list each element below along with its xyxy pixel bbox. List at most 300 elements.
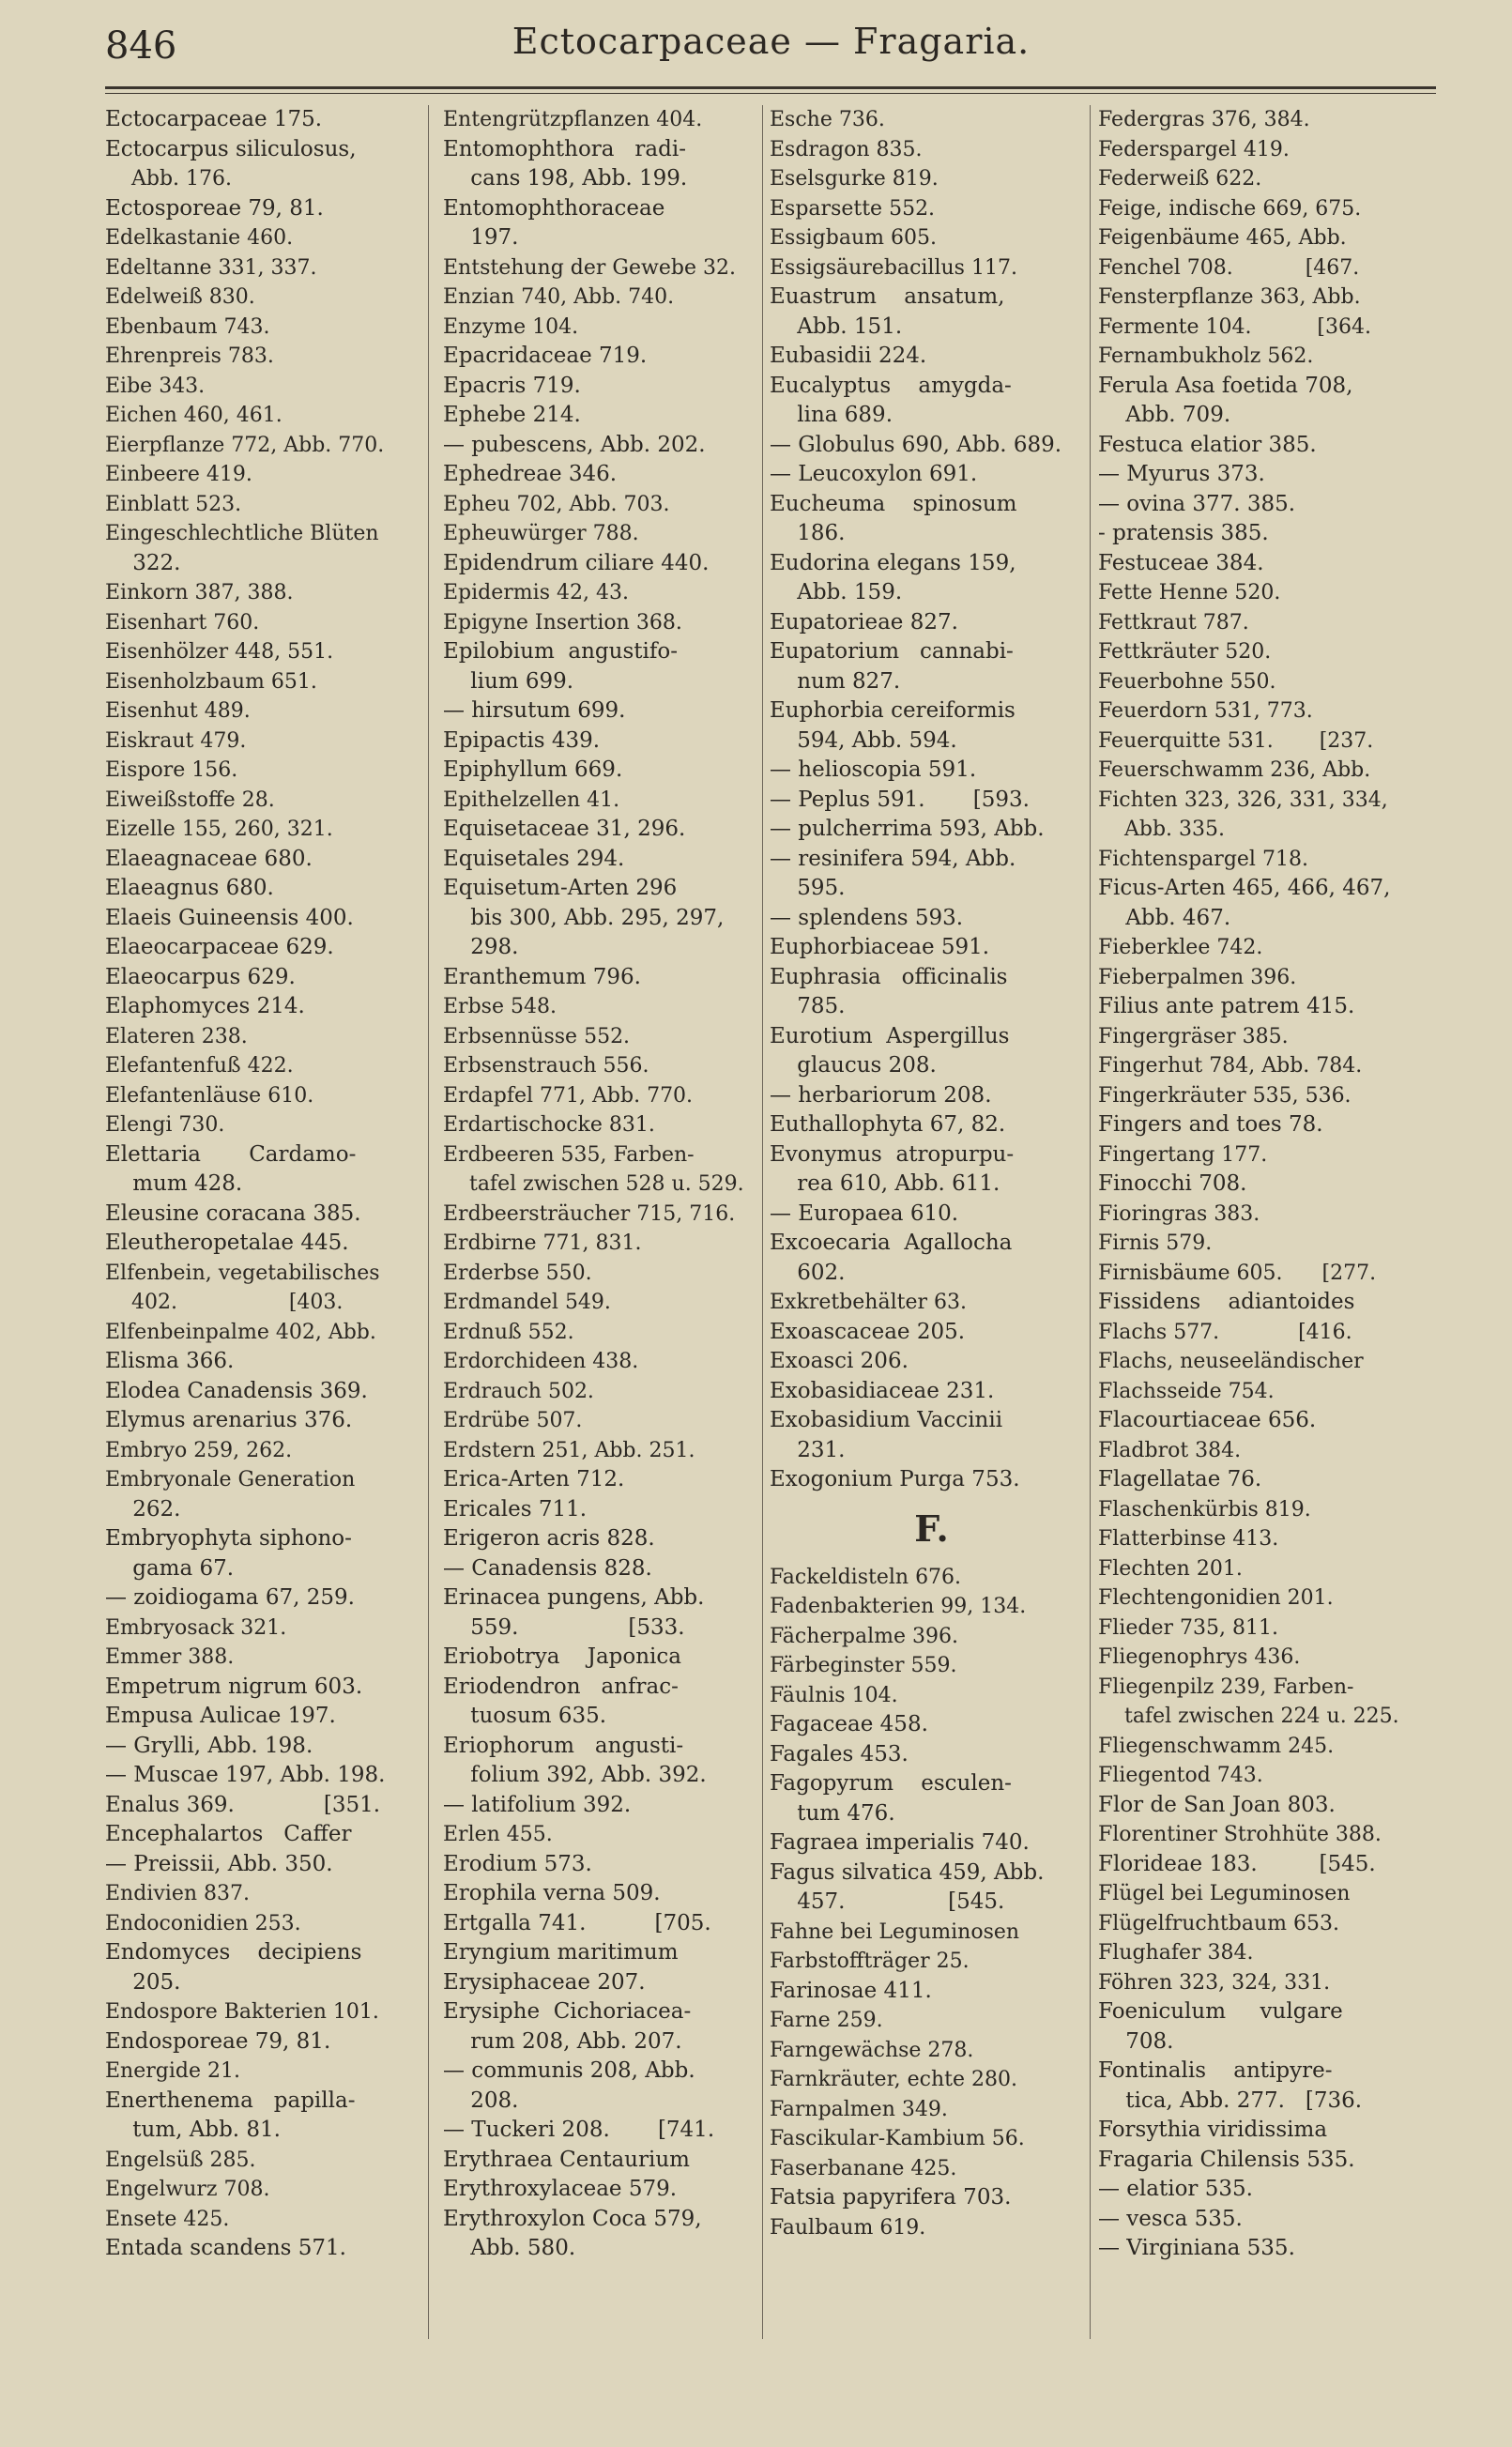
index-entry: Engelsüß 285. xyxy=(105,2148,256,2172)
index-entry: Erdbirne 771, 831. xyxy=(443,1231,642,1255)
index-entry: Exobasidium Vaccinii xyxy=(770,1408,1003,1432)
index-column-3 xyxy=(770,105,1093,2339)
index-entry: Abb. 709. xyxy=(1098,403,1231,427)
index-entry: gama 67. xyxy=(105,1555,235,1581)
index-entry: Embryosack 321. xyxy=(105,1615,287,1640)
page-number: 846 xyxy=(105,24,177,68)
index-entry: Esche 736. xyxy=(770,108,885,131)
index-entry: cans 198, Abb. 199. xyxy=(443,166,688,191)
index-entry: mum 428. xyxy=(105,1171,243,1196)
index-entry: Erysiphe Cichoriacea- xyxy=(443,1999,692,2024)
index-column-2 xyxy=(443,105,765,2339)
index-entry: tum, Abb. 81. xyxy=(105,2118,281,2142)
index-entry: Epidendrum ciliare 440. xyxy=(443,550,710,575)
index-entry: Erdrübe 507. xyxy=(443,1409,583,1432)
index-entry: 785. xyxy=(770,994,846,1018)
index-entry: Eudorina elegans 159, xyxy=(770,550,1016,575)
index-entry: Fingergräser 385. xyxy=(1098,1024,1289,1048)
index-entry: Firnis 579. xyxy=(1098,1231,1213,1255)
index-entry: Ensete 425. xyxy=(105,2207,230,2231)
index-entry: Erinacea pungens, Abb. xyxy=(443,1585,705,1610)
index-entry: Abb. 176. xyxy=(105,167,232,191)
index-entry: Fettkräuter 520. xyxy=(1098,640,1272,664)
index-entry: Abb. 467. xyxy=(1098,905,1231,930)
index-entry: Entengrützpflanzen 404. xyxy=(443,108,703,131)
index-entry: — Europaea 610. xyxy=(770,1201,959,1226)
index-entry: Ephedreae 346. xyxy=(443,462,618,486)
running-title: Ectocarpaceae — Fragaria. xyxy=(512,21,1031,62)
index-entry: Feuerdorn 531, 773. xyxy=(1098,699,1313,723)
index-entry: rum 208, Abb. 207. xyxy=(443,2028,682,2054)
index-entry: Endivien 837. xyxy=(105,1882,250,1905)
index-entry: Flacourtiaceae 656. xyxy=(1098,1408,1317,1432)
section-letter: F. xyxy=(914,1506,949,1550)
index-entry: Erdbeeren 535, Farben- xyxy=(443,1142,695,1167)
index-entry: Flagellatae 76. xyxy=(1098,1467,1262,1491)
index-entry: Fernambukholz 562. xyxy=(1098,344,1314,368)
index-entry: Euastrum ansatum, xyxy=(770,284,1005,309)
index-entry: Elettaria Cardamo- xyxy=(105,1141,357,1167)
index-entry: Epilobium angustifo- xyxy=(443,639,678,664)
index-entry: Eizelle 155, 260, 321. xyxy=(105,818,333,841)
index-entry: Florentiner Strohhüte 388. xyxy=(1098,1823,1382,1846)
index-entry: Fragaria Chilensis 535. xyxy=(1098,2147,1355,2172)
index-entry: Fensterpflanze 363, Abb. xyxy=(1098,285,1361,309)
index-entry: Flügelfruchtbaum 653. xyxy=(1098,1911,1339,1935)
index-entry: Erdorchideen 438. xyxy=(443,1350,639,1373)
index-entry: Fächerpalme 396. xyxy=(770,1624,959,1648)
index-entry: Erbsennüsse 552. xyxy=(443,1024,631,1048)
index-entry: Elfenbeinpalme 402, Abb. xyxy=(105,1320,376,1344)
index-entry: — resinifera 594, Abb. xyxy=(770,846,1016,871)
index-entry: Finocchi 708. xyxy=(1098,1171,1247,1196)
index-entry: 708. xyxy=(1098,2028,1174,2054)
index-entry: Erophila verna 509. xyxy=(443,1881,661,1905)
index-entry: Equisetales 294. xyxy=(443,846,625,871)
index-entry: Fingertang 177. xyxy=(1098,1142,1268,1167)
index-entry: Enzian 740, Abb. 740. xyxy=(443,285,675,309)
index-entry: Exogonium Purga 753. xyxy=(770,1467,1020,1491)
index-entry: Enalus 369. [351. xyxy=(105,1792,381,1817)
index-entry: Elaeocarpaceae 629. xyxy=(105,935,334,959)
index-entry: — Peplus 591. [593. xyxy=(770,787,1030,812)
index-entry: Erysiphaceae 207. xyxy=(443,1969,646,1995)
index-entry: Elefantenfuß 422. xyxy=(105,1054,294,1078)
index-entry: Elaeagnaceae 680. xyxy=(105,846,313,871)
index-entry: Esparsette 552. xyxy=(770,196,936,221)
index-entry: — ovina 377. 385. xyxy=(1098,491,1296,516)
index-entry: Epheuwürger 788. xyxy=(443,522,639,545)
index-entry: bis 300, Abb. 295, 297, xyxy=(443,905,725,930)
index-entry: Elengi 730. xyxy=(105,1113,225,1137)
index-entry: — Myurus 373. xyxy=(1098,462,1265,486)
index-entry: Erdbeersträucher 715, 716. xyxy=(443,1201,736,1226)
index-entry: Endospore Bakterien 101. xyxy=(105,2000,379,2024)
index-entry: 208. xyxy=(443,2088,519,2113)
index-entry: Fichten 323, 326, 331, 334, xyxy=(1098,788,1388,812)
index-entry: — helioscopia 591. xyxy=(770,757,977,782)
index-entry: Fettkraut 787. xyxy=(1098,610,1249,635)
index-entry: Fatsia papyrifera 703. xyxy=(770,2185,1012,2210)
index-entry: Fingerhut 784, Abb. 784. xyxy=(1098,1054,1363,1078)
index-entry: Entomophthora radi- xyxy=(443,136,686,161)
index-entry: Fingers and toes 78. xyxy=(1098,1112,1323,1137)
index-entry: Erderbse 550. xyxy=(443,1261,592,1285)
index-entry: Fagaceae 458. xyxy=(770,1712,928,1736)
index-entry: 602. xyxy=(770,1260,846,1285)
index-entry: 186. xyxy=(770,521,846,545)
index-entry: Fackeldisteln 676. xyxy=(770,1565,962,1589)
index-entry: Elateren 238. xyxy=(105,1024,248,1048)
index-entry: Eurotium Aspergillus xyxy=(770,1023,1010,1048)
index-columns xyxy=(105,105,1436,2339)
index-entry: Epacridaceae 719. xyxy=(443,344,648,368)
index-entry: Entstehung der Gewebe 32. xyxy=(443,255,736,280)
index-entry: Eselsgurke 819. xyxy=(770,167,939,191)
index-entry: — pubescens, Abb. 202. xyxy=(443,432,706,457)
index-entry: Edelweiß 830. xyxy=(105,285,255,309)
index-entry: Eierpflanze 772, Abb. 770. xyxy=(105,433,385,457)
index-entry: Fliegentod 743. xyxy=(1098,1764,1263,1787)
index-entry: Feuerbohne 550. xyxy=(1098,669,1276,694)
index-entry: Ectocarpus siliculosus, xyxy=(105,136,357,161)
index-entry: — hirsutum 699. xyxy=(443,698,626,723)
index-entry: Eichen 460, 461. xyxy=(105,404,283,427)
index-entry: Federspargel 419. xyxy=(1098,137,1290,161)
index-entry: num 827. xyxy=(770,668,901,694)
index-entry: Essigbaum 605. xyxy=(770,226,937,250)
index-entry: Enerthenema papilla- xyxy=(105,2088,356,2113)
index-entry: Energide 21. xyxy=(105,2059,240,2083)
index-entry: Elaeagnus 680. xyxy=(105,876,274,900)
index-entry: Fichtenspargel 718. xyxy=(1098,847,1308,871)
index-entry: Epipactis 439. xyxy=(443,727,601,753)
index-entry: Forsythia viridissima xyxy=(1098,2118,1328,2142)
index-entry: Exoascaceae 205. xyxy=(770,1319,966,1344)
index-entry: Eranthemum 796. xyxy=(443,964,641,989)
index-entry: Epigyne Insertion 368. xyxy=(443,610,682,635)
index-entry: Eingeschlechtliche Blüten xyxy=(105,522,379,545)
index-entry: Ehrenpreis 783. xyxy=(105,344,274,368)
index-entry: Flechten 201. xyxy=(1098,1556,1243,1581)
index-entry: Föhren 323, 324, 331. xyxy=(1098,1970,1331,1995)
index-entry: Farinosae 411. xyxy=(770,1978,932,2003)
index-entry: Flieder 735, 811. xyxy=(1098,1615,1278,1640)
index-entry: Fagraea imperialis 740. xyxy=(770,1830,1030,1855)
column-divider xyxy=(1090,105,1091,2339)
index-entry: Empusa Aulicae 197. xyxy=(105,1704,336,1728)
index-entry: Endoconidien 253. xyxy=(105,1911,301,1935)
index-entry: — elatior 535. xyxy=(1098,2177,1253,2201)
index-entry: - pratensis 385. xyxy=(1098,521,1269,545)
index-entry: Fioringras 383. xyxy=(1098,1201,1260,1226)
index-entry: Flachsseide 754. xyxy=(1098,1379,1275,1403)
index-entry: Abb. 335. xyxy=(1098,818,1225,841)
index-entry: Eucalyptus amygda- xyxy=(770,373,1012,398)
index-entry: Ficus-Arten 465, 466, 467, xyxy=(1098,876,1391,900)
index-entry: Elisma 366. xyxy=(105,1349,235,1373)
index-entry: Eiweißstoffe 28. xyxy=(105,788,275,812)
index-entry: — Tuckeri 208. [741. xyxy=(443,2118,715,2142)
index-entry: Fagopyrum esculen- xyxy=(770,1771,1012,1796)
index-entry: Eriophorum angusti- xyxy=(443,1733,684,1758)
index-entry: Florideae 183. [545. xyxy=(1098,1851,1376,1876)
index-entry: 197. xyxy=(443,225,519,250)
index-entry: Fieberklee 742. xyxy=(1098,936,1263,959)
index-entry: Epithelzellen 41. xyxy=(443,788,620,812)
index-entry: Federweiß 622. xyxy=(1098,167,1262,191)
index-entry: Erdnuß 552. xyxy=(443,1320,574,1344)
index-entry: Eupatorium cannabi- xyxy=(770,639,1014,664)
index-entry: Fieberpalmen 396. xyxy=(1098,965,1297,989)
index-entry: Eupatorieae 827. xyxy=(770,609,958,635)
index-entry: Fontinalis antipyre- xyxy=(1098,2058,1333,2083)
index-entry: Edelkastanie 460. xyxy=(105,226,294,250)
index-entry: Flughafer 384. xyxy=(1098,1941,1254,1965)
index-entry: Endosporeae 79, 81. xyxy=(105,2028,331,2054)
index-entry: Federgras 376, 384. xyxy=(1098,108,1310,131)
index-entry: Embryophyta siphono- xyxy=(105,1526,352,1551)
index-entry: 205. xyxy=(105,1969,181,1995)
index-entry: Eleutheropetalae 445. xyxy=(105,1231,349,1255)
index-entry: Flaschenkürbis 819. xyxy=(1098,1497,1311,1522)
index-entry: — pulcherrima 593, Abb. xyxy=(770,817,1045,841)
index-entry: Erdstern 251, Abb. 251. xyxy=(443,1438,695,1462)
index-entry: Festuca elatior 385. xyxy=(1098,432,1317,457)
index-entry: Fagales 453. xyxy=(770,1741,909,1766)
header-rule-thin xyxy=(105,93,1436,94)
index-entry: tum 476. xyxy=(770,1800,895,1826)
index-entry: 322. xyxy=(105,550,181,575)
index-entry: Eisenholzbaum 651. xyxy=(105,669,317,694)
index-entry: Edeltanne 331, 337. xyxy=(105,255,317,280)
index-entry: — Globulus 690, Abb. 689. xyxy=(770,432,1062,457)
index-entry: Engelwurz 708. xyxy=(105,2178,270,2201)
index-entry: Fliegenpilz 239, Farben- xyxy=(1098,1675,1354,1699)
index-entry: Embryonale Generation xyxy=(105,1468,356,1491)
index-entry: Eispore 156. xyxy=(105,758,238,782)
index-entry: Flatterbinse 413. xyxy=(1098,1527,1279,1551)
index-entry: Färbeginster 559. xyxy=(770,1654,957,1677)
index-entry: Elfenbein, vegetabilisches xyxy=(105,1261,380,1285)
index-entry: Enzyme 104. xyxy=(443,314,579,339)
index-entry: Encephalartos Caffer xyxy=(105,1822,352,1846)
index-entry: Foeniculum vulgare xyxy=(1098,1999,1343,2024)
index-entry: Erythroxylon Coca 579, xyxy=(443,2206,702,2231)
index-entry: Abb. 151. xyxy=(770,314,903,339)
index-entry: Ectocarpaceae 175. xyxy=(105,107,323,131)
index-entry: tuosum 635. xyxy=(443,1704,607,1728)
header-rule-thick xyxy=(105,86,1436,89)
index-entry: Empetrum nigrum 603. xyxy=(105,1674,363,1699)
index-entry: Farne 259. xyxy=(770,2009,883,2032)
index-entry: Erlen 455. xyxy=(443,1823,553,1846)
index-entry: Equisetum-Arten 296 xyxy=(443,876,678,900)
index-entry: Erbse 548. xyxy=(443,995,557,1018)
index-entry: Ebenbaum 743. xyxy=(105,314,270,339)
index-entry: Ferula Asa foetida 708, xyxy=(1098,373,1353,398)
index-entry: Fladbrot 384. xyxy=(1098,1438,1242,1462)
index-entry: — herbariorum 208. xyxy=(770,1082,992,1108)
index-entry: Euphorbiaceae 591. xyxy=(770,935,990,959)
index-entry: Epheu 702, Abb. 703. xyxy=(443,492,670,516)
index-entry: lium 699. xyxy=(443,668,574,694)
index-column-1 xyxy=(105,105,420,2339)
index-entry: — Grylli, Abb. 198. xyxy=(105,1733,313,1758)
index-entry: Embryo 259, 262. xyxy=(105,1438,293,1462)
index-entry: Erythraea Centaurium xyxy=(443,2147,690,2172)
index-entry: Essigsäurebacillus 117. xyxy=(770,255,1017,280)
index-entry: Flachs 577. [416. xyxy=(1098,1320,1352,1344)
index-entry: Feigenbäume 465, Abb. xyxy=(1098,226,1347,250)
index-entry: Epacris 719. xyxy=(443,373,581,398)
index-entry: 262. xyxy=(105,1496,181,1522)
column-divider xyxy=(428,105,429,2339)
column-divider xyxy=(762,105,763,2339)
index-entry: — Muscae 197, Abb. 198. xyxy=(105,1763,386,1787)
index-entry: Erbsenstrauch 556. xyxy=(443,1054,649,1078)
index-entry: Erica-Arten 712. xyxy=(443,1467,625,1491)
index-entry: Fenchel 708. [467. xyxy=(1098,255,1360,280)
index-entry: — Preissii, Abb. 350. xyxy=(105,1851,333,1876)
index-entry: Ertgalla 741. [705. xyxy=(443,1910,711,1935)
index-entry: Exobasidiaceae 231. xyxy=(770,1378,995,1403)
index-entry: Elaphomyces 214. xyxy=(105,994,305,1018)
index-entry: Entomophthoraceae xyxy=(443,195,665,221)
index-entry: Faserbanane 425. xyxy=(770,2156,957,2180)
index-entry: Exoasci 206. xyxy=(770,1349,909,1373)
index-entry: — Leucoxylon 691. xyxy=(770,462,978,486)
index-entry: Einbeere 419. xyxy=(105,463,252,486)
index-entry: Eisenhart 760. xyxy=(105,610,260,635)
index-entry: — zoidiogama 67, 259. xyxy=(105,1585,355,1610)
index-entry: Erdartischocke 831. xyxy=(443,1113,655,1137)
index-entry: Elymus arenarius 376. xyxy=(105,1408,353,1432)
index-entry: Endomyces decipiens xyxy=(105,1940,362,1965)
index-entry: lina 689. xyxy=(770,403,893,427)
index-entry: tafel zwischen 528 u. 529. xyxy=(443,1172,744,1196)
index-entry: 402. [403. xyxy=(105,1291,344,1314)
index-entry: Erdrauch 502. xyxy=(443,1379,594,1403)
index-entry: Eriobotrya Japonica xyxy=(443,1644,682,1669)
index-entry: Feuerquitte 531. [237. xyxy=(1098,728,1374,753)
index-entry: Fermente 104. [364. xyxy=(1098,314,1371,339)
index-entry: Exkretbehälter 63. xyxy=(770,1291,967,1314)
index-entry: Einblatt 523. xyxy=(105,492,242,516)
index-entry: tica, Abb. 277. [736. xyxy=(1098,2088,1363,2113)
index-entry: Erodium 573. xyxy=(443,1851,592,1876)
index-entry: glaucus 208. xyxy=(770,1053,937,1078)
index-entry: Epidermis 42, 43. xyxy=(443,581,629,604)
index-entry: Excoecaria Agallocha xyxy=(770,1231,1013,1255)
index-entry: — communis 208, Abb. xyxy=(443,2058,695,2083)
index-entry: Filius ante patrem 415. xyxy=(1098,994,1355,1018)
index-entry: 298. xyxy=(443,935,519,959)
index-entry: Emmer 388. xyxy=(105,1645,235,1669)
index-entry: Firnisbäume 605. [277. xyxy=(1098,1261,1377,1285)
index-entry: Ephebe 214. xyxy=(443,403,581,427)
index-entry: Feige, indische 669, 675. xyxy=(1098,196,1362,221)
index-entry: Elaeocarpus 629. xyxy=(105,964,296,989)
index-entry: — latifolium 392. xyxy=(443,1792,632,1817)
index-entry: Euphrasia officinalis xyxy=(770,964,1008,989)
index-column-4 xyxy=(1098,105,1427,2339)
index-entry: Farnpalmen 349. xyxy=(770,2097,948,2121)
index-entry: Epiphyllum 669. xyxy=(443,757,623,782)
index-entry: Erdmandel 549. xyxy=(443,1291,611,1314)
index-entry: 595. xyxy=(770,876,846,900)
index-entry: — splendens 593. xyxy=(770,905,964,930)
index-entry: Fissidens adiantoides xyxy=(1098,1290,1355,1314)
index-entry: Eisenhölzer 448, 551. xyxy=(105,640,334,664)
index-entry: Erdapfel 771, Abb. 770. xyxy=(443,1083,694,1108)
index-entry: Festuceae 384. xyxy=(1098,550,1264,575)
index-entry: Flügel bei Leguminosen xyxy=(1098,1882,1351,1905)
index-entry: Farbstoffträger 25. xyxy=(770,1950,970,1973)
index-entry: Eryngium maritimum xyxy=(443,1940,679,1965)
index-entry: Elodea Canadensis 369. xyxy=(105,1378,368,1403)
index-entry: Entada scandens 571. xyxy=(105,2236,346,2260)
index-entry: Fagus silvatica 459, Abb. xyxy=(770,1859,1045,1885)
index-entry: Faulbaum 619. xyxy=(770,2215,926,2240)
index-entry: — vesca 535. xyxy=(1098,2206,1243,2231)
index-entry: Equisetaceae 31, 296. xyxy=(443,817,686,841)
index-entry: Eibe 343. xyxy=(105,374,206,398)
index-entry: 594, Abb. 594. xyxy=(770,727,957,753)
index-entry: Feuerschwamm 236, Abb. xyxy=(1098,758,1371,782)
index-entry: Farnkräuter, echte 280. xyxy=(770,2068,1017,2091)
index-entry: Esdragon 835. xyxy=(770,137,923,161)
index-entry: Eriodendron anfrac- xyxy=(443,1674,679,1699)
index-entry: Erythroxylaceae 579. xyxy=(443,2177,678,2201)
index-entry: Fingerkräuter 535, 536. xyxy=(1098,1083,1352,1108)
index-entry: Ericales 711. xyxy=(443,1496,588,1522)
index-entry: Farngewächse 278. xyxy=(770,2038,974,2062)
index-entry: Euthallophyta 67, 82. xyxy=(770,1112,1006,1137)
index-entry: 457. [545. xyxy=(770,1889,1005,1914)
index-entry: Fliegenophrys 436. xyxy=(1098,1645,1301,1669)
index-entry: Fahne bei Leguminosen xyxy=(770,1919,1020,1944)
index-entry: Evonymus atropurpu- xyxy=(770,1141,1015,1167)
index-entry: Flechtengonidien 201. xyxy=(1098,1586,1334,1610)
index-entry: Einkorn 387, 388. xyxy=(105,581,294,604)
index-entry: Eiskraut 479. xyxy=(105,728,247,753)
index-entry: Elefantenläuse 610. xyxy=(105,1083,314,1108)
page-header xyxy=(105,13,1437,69)
index-entry: Elaeis Guineensis 400. xyxy=(105,905,354,930)
index-entry: Flor de San Joan 803. xyxy=(1098,1792,1336,1817)
index-entry: Fäulnis 104. xyxy=(770,1683,898,1707)
index-entry: — Virginiana 535. xyxy=(1098,2236,1295,2260)
index-entry: Erigeron acris 828. xyxy=(443,1526,655,1551)
index-entry: Fette Henne 520. xyxy=(1098,581,1281,604)
index-entry: Fascikular-Kambium 56. xyxy=(770,2127,1025,2150)
index-entry: Eleusine coracana 385. xyxy=(105,1201,361,1226)
index-entry: Eisenhut 489. xyxy=(105,699,251,723)
index-entry: Fliegenschwamm 245. xyxy=(1098,1734,1335,1758)
index-entry: rea 610, Abb. 611. xyxy=(770,1171,1000,1196)
index-entry: Fadenbakterien 99, 134. xyxy=(770,1595,1027,1618)
index-entry: Abb. 159. xyxy=(770,580,903,604)
index-entry: Eubasidii 224. xyxy=(770,344,927,368)
index-entry: Abb. 580. xyxy=(443,2236,576,2260)
index-entry: Ectosporeae 79, 81. xyxy=(105,195,324,221)
index-entry: folium 392, Abb. 392. xyxy=(443,1763,707,1787)
index-entry: — Canadensis 828. xyxy=(443,1555,652,1581)
index-entry: Eucheuma spinosum xyxy=(770,491,1017,516)
index-entry: 559. [533. xyxy=(443,1614,685,1640)
index-entry: Flachs, neuseeländischer xyxy=(1098,1350,1364,1373)
